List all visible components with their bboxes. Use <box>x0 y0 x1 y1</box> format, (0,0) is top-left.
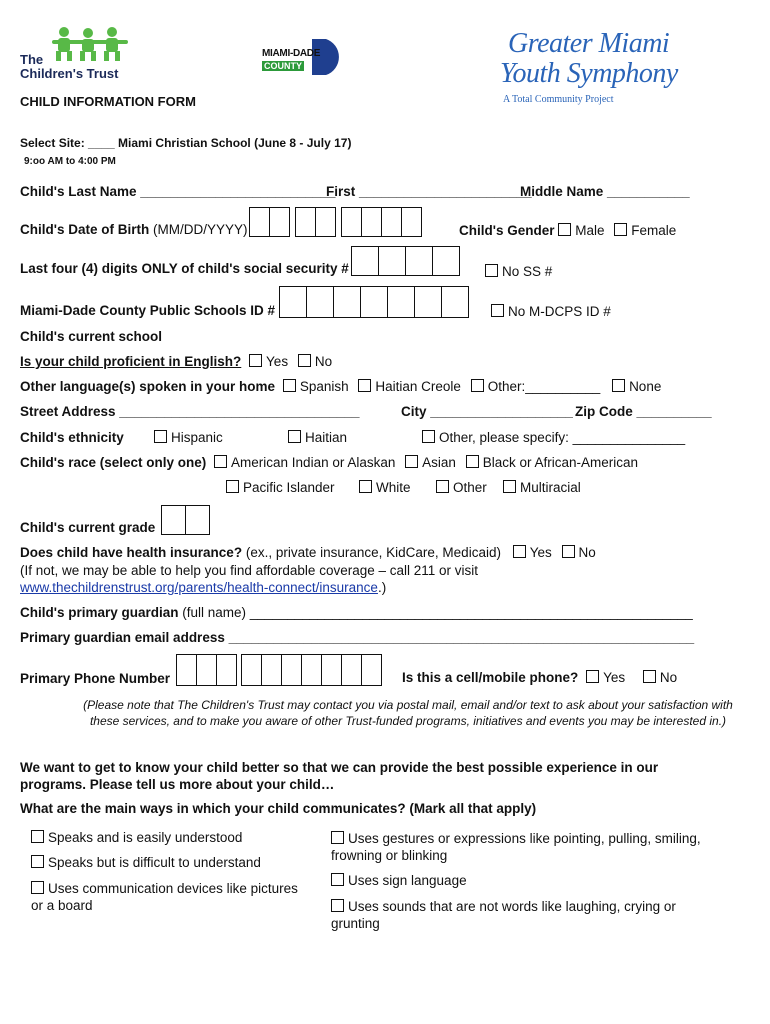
insurance-row <box>20 545 596 560</box>
ssn-boxes[interactable] <box>351 246 460 276</box>
site-select-label[interactable]: Select Site: ____ Miami Christian School (June 8 - July 17) <box>20 136 352 150</box>
ssn-label: Last four (4) digits ONLY of child's social security # <box>20 261 349 276</box>
asian-option[interactable]: Asian <box>405 455 456 470</box>
last-name-field[interactable]: Child's Last Name __________________________ <box>20 184 336 199</box>
phone-area-boxes[interactable] <box>176 654 237 686</box>
comm-checkbox[interactable] <box>331 831 344 844</box>
site-hours: 9:oo AM to 4:00 PM <box>24 156 116 167</box>
comm-checkbox[interactable] <box>31 855 44 868</box>
gmys-logo-line2: Youth Symphony <box>500 58 678 89</box>
dob-row <box>20 207 422 237</box>
cell-yes-checkbox[interactable] <box>586 670 599 683</box>
spanish-checkbox[interactable] <box>283 379 296 392</box>
grade-boxes[interactable] <box>161 505 210 535</box>
insurance-no-option[interactable]: No <box>562 545 596 560</box>
phone-row <box>20 652 382 686</box>
phone-number-boxes[interactable] <box>241 654 382 686</box>
comm-option-sign-language[interactable]: Uses sign language <box>331 873 467 888</box>
first-name-field[interactable]: First _______________________ <box>326 184 532 199</box>
spanish-option[interactable]: Spanish <box>283 379 349 394</box>
other-race-checkbox[interactable] <box>436 480 449 493</box>
miami-dade-logo-line2: COUNTY <box>264 61 302 71</box>
dcps-row <box>20 286 469 318</box>
privacy-note: (Please note that The Children's Trust may contact you via postal mail, email and/or text to ask about your satisfaction with these services, and to make you aware of other Trust-funded programs, initiatives and events you may be interested in.) <box>83 698 733 728</box>
comm-checkbox[interactable] <box>331 873 344 886</box>
other-ethnicity-checkbox[interactable] <box>422 430 435 443</box>
american-indian-option[interactable]: American Indian or Alaskan <box>214 455 395 470</box>
no-dcps-checkbox[interactable] <box>491 304 504 317</box>
form-title: CHILD INFORMATION FORM <box>20 94 196 109</box>
trust-logo-line2: Children's Trust <box>20 66 119 81</box>
phone-label: Primary Phone Number <box>20 671 171 686</box>
english-yes-option[interactable]: Yes <box>249 354 288 369</box>
pacific-islander-option[interactable]: Pacific Islander <box>226 480 335 495</box>
english-no-option[interactable]: No <box>298 354 332 369</box>
female-checkbox[interactable] <box>614 223 627 236</box>
cell-yes-option[interactable]: Yes <box>586 670 625 685</box>
gender-label: Child's Gender <box>459 223 555 238</box>
guardian-name-field[interactable]: Child's primary guardian (full name) ___________________________________________________________ <box>20 605 693 620</box>
languages-label: Other language(s) spoken in your home <box>20 379 276 394</box>
grade-row <box>20 503 210 535</box>
race-row-1 <box>20 455 638 470</box>
cell-no-option[interactable]: No <box>643 670 677 685</box>
other-race-option[interactable]: Other <box>436 480 487 495</box>
haitian-option[interactable]: Haitian <box>288 430 347 445</box>
pacific-islander-checkbox[interactable] <box>226 480 239 493</box>
white-checkbox[interactable] <box>359 480 372 493</box>
no-dcps-option[interactable]: No M-DCPS ID # <box>491 304 611 319</box>
insurance-yes-checkbox[interactable] <box>513 545 526 558</box>
asian-checkbox[interactable] <box>405 455 418 468</box>
insurance-no-checkbox[interactable] <box>562 545 575 558</box>
ssn-row <box>20 246 460 276</box>
intro-text: We want to get to know your child better so that we can provide the best possible experience in our programs. Please tell us more about your child… <box>20 760 659 792</box>
comm-checkbox[interactable] <box>31 881 44 894</box>
none-language-checkbox[interactable] <box>612 379 625 392</box>
black-checkbox[interactable] <box>466 455 479 468</box>
dob-month-boxes[interactable] <box>249 207 290 237</box>
children-figures-icon <box>50 26 130 62</box>
dob-label: Child's Date of Birth <box>20 222 150 237</box>
insurance-note: (If not, we may be able to help you find affordable coverage – call 211 or visit <box>20 563 479 578</box>
comm-option-gestures[interactable]: Uses gestures or expressions like pointing, pulling, smiling, frowning or blinking <box>331 831 701 863</box>
comm-option-speaks-easily[interactable]: Speaks and is easily understood <box>31 830 242 845</box>
insurance-link[interactable]: www.thechildrenstrust.org/parents/health-connect/insurance <box>20 580 378 595</box>
languages-row <box>20 379 661 394</box>
miami-dade-logo <box>262 38 348 76</box>
cell-no-checkbox[interactable] <box>643 670 656 683</box>
gmys-tagline: A Total Community Project <box>503 94 614 105</box>
childrens-trust-logo <box>20 26 130 82</box>
ethnicity-label: Child's ethnicity <box>20 430 124 445</box>
gender-row <box>459 223 676 238</box>
city-field[interactable]: City ___________________ <box>401 404 573 419</box>
zip-field[interactable]: Zip Code __________ <box>575 404 712 419</box>
multiracial-checkbox[interactable] <box>503 480 516 493</box>
miami-dade-logo-line1: MIAMI-DADE <box>262 48 321 59</box>
race-label: Child's race (select only one) <box>20 455 207 470</box>
male-checkbox[interactable] <box>558 223 571 236</box>
american-indian-checkbox[interactable] <box>214 455 227 468</box>
street-address-field[interactable]: Street Address ________________________________ <box>20 404 360 419</box>
creole-checkbox[interactable] <box>358 379 371 392</box>
comm-checkbox[interactable] <box>31 830 44 843</box>
guardian-email-field[interactable]: Primary guardian email address ______________________________________________________________ <box>20 630 695 645</box>
comm-checkbox[interactable] <box>331 899 344 912</box>
dob-year-boxes[interactable] <box>341 207 422 237</box>
cell-phone-question: Is this a cell/mobile phone? Yes No <box>402 670 678 685</box>
dcps-label: Miami-Dade County Public Schools ID # <box>20 303 276 318</box>
insurance-examples: (ex., private insurance, KidCare, Medicaid) <box>245 545 501 560</box>
no-ssn-option[interactable]: No SS # <box>485 264 552 279</box>
no-other-language-option[interactable]: None <box>612 379 661 394</box>
other-language-checkbox[interactable] <box>471 379 484 392</box>
creole-option[interactable]: Haitian Creole <box>358 379 461 394</box>
insurance-link-line: www.thechildrenstrust.org/parents/health-connect/insurance.) <box>20 580 387 595</box>
hispanic-option[interactable]: Hispanic <box>154 430 223 445</box>
dcps-id-boxes[interactable] <box>279 286 469 318</box>
english-no-checkbox[interactable] <box>298 354 311 367</box>
english-label: Is your child proficient in English? <box>20 354 242 369</box>
haitian-checkbox[interactable] <box>288 430 301 443</box>
gmys-logo-line1: Greater Miami <box>508 28 670 59</box>
comm-option-devices[interactable]: Uses communication devices like pictures or a board <box>31 881 298 913</box>
multiracial-option[interactable]: Multiracial <box>503 480 581 495</box>
gender-female-option[interactable]: Female <box>614 223 676 238</box>
dob-format: (MM/DD/YYYY) <box>152 222 248 237</box>
english-row <box>20 354 332 369</box>
gender-male-option[interactable]: Male <box>558 223 604 238</box>
grade-label: Child's current grade <box>20 520 156 535</box>
gmys-logo <box>500 28 710 108</box>
no-ssn-checkbox[interactable] <box>485 264 498 277</box>
trust-logo-line1: The <box>20 52 44 67</box>
comm-option-speaks-difficult[interactable]: Speaks but is difficult to understand <box>31 855 261 870</box>
white-option[interactable]: White <box>359 480 411 495</box>
other-language-option[interactable]: Other:__________ <box>471 379 601 394</box>
communication-question: What are the main ways in which your child communicates? (Mark all that apply) <box>20 801 537 816</box>
dob-day-boxes[interactable] <box>295 207 336 237</box>
hispanic-checkbox[interactable] <box>154 430 167 443</box>
insurance-yes-option[interactable]: Yes <box>513 545 552 560</box>
black-option[interactable]: Black or African-American <box>466 455 638 470</box>
comm-option-sounds[interactable]: Uses sounds that are not words like laughing, crying or grunting <box>331 899 676 931</box>
other-ethnicity-option[interactable]: Other, please specify: _______________ <box>422 430 685 445</box>
insurance-label: Does child have health insurance? <box>20 545 243 560</box>
middle-name-field[interactable]: Middle Name ___________ <box>520 184 690 199</box>
current-school-label[interactable]: Child's current school <box>20 329 162 344</box>
english-yes-checkbox[interactable] <box>249 354 262 367</box>
